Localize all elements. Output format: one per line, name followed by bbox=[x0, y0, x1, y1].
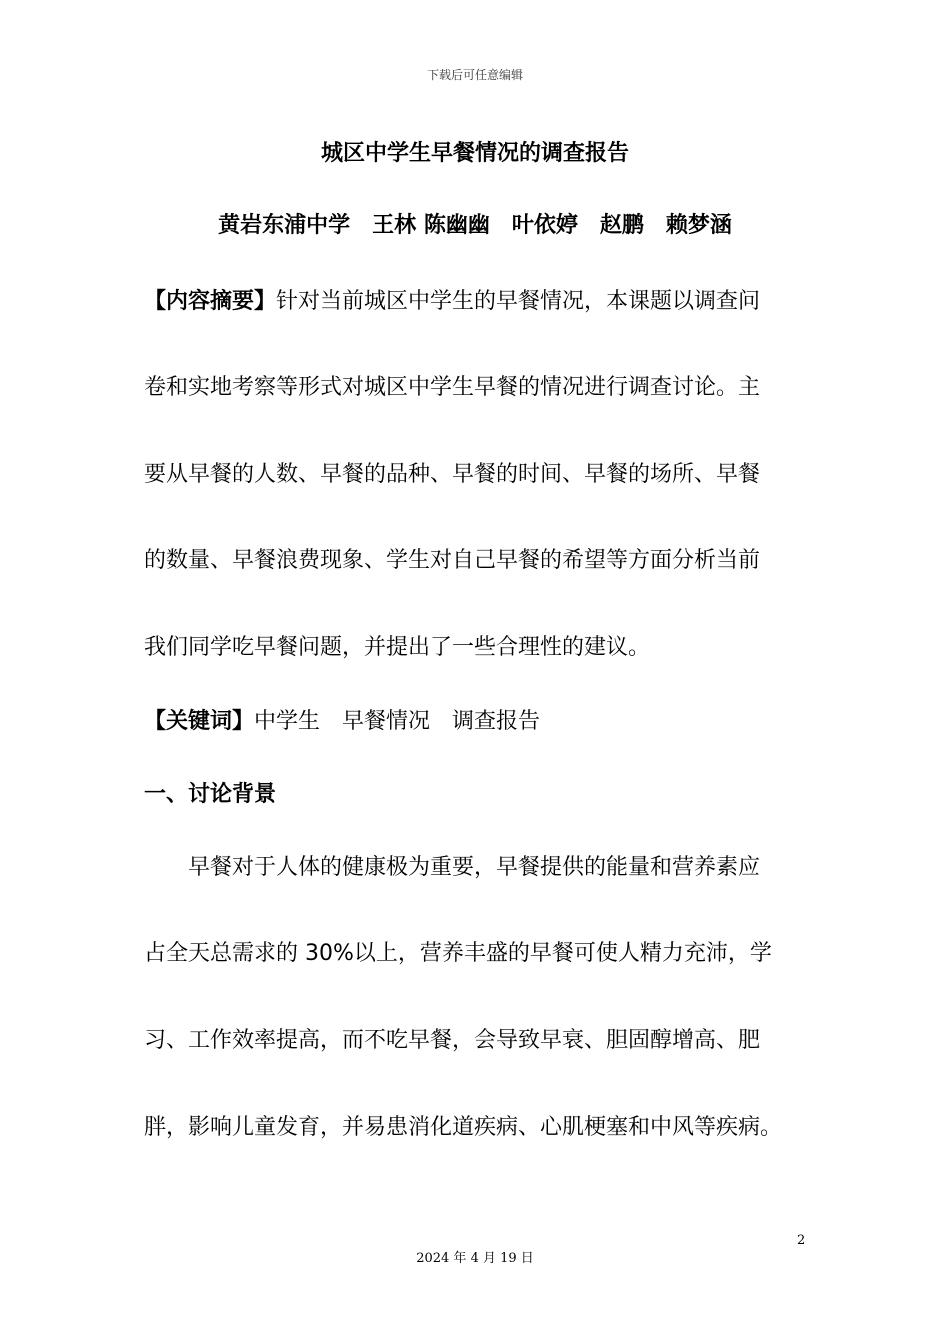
keywords-label: 【关键词】 bbox=[144, 709, 255, 734]
page-number: 2 bbox=[797, 1233, 806, 1248]
section-paragraph-line-4: 胖，影响儿童发育，并易患消化道疾病、心肌梗塞和中风等疾病。 bbox=[144, 1115, 783, 1140]
abstract-line-2: 卷和实地考察等形式对城区中学生早餐的情况进行调查讨论。主 bbox=[144, 375, 761, 400]
abstract-line-5: 我们同学吃早餐问题，并提出了一些合理性的建议。 bbox=[144, 635, 651, 660]
abstract-label: 【内容摘要】 bbox=[144, 289, 277, 314]
section-paragraph-line-2: 占全天总需求的 30%以上，营养丰盛的早餐可使人精力充沛，学 bbox=[144, 941, 772, 966]
footer-date: 2024 年 4 月 19 日 bbox=[416, 1251, 534, 1266]
abstract-line-3: 要从早餐的人数、早餐的品种、早餐的时间、早餐的场所、早餐 bbox=[144, 462, 761, 487]
abstract-line-1 bbox=[144, 284, 814, 315]
header-note: 下载后可任意编辑 bbox=[426, 68, 523, 82]
abstract-line-4: 的数量、早餐浪费现象、学生对自己早餐的希望等方面分析当前 bbox=[144, 548, 761, 573]
keywords-line bbox=[144, 704, 814, 735]
abstract-text-1: 针对当前城区中学生的早餐情况，本课题以调查问 bbox=[276, 289, 761, 314]
authors-line: 黄岩东浦中学 王林 陈幽幽 叶依婷 赵鹏 赖梦涵 bbox=[218, 213, 732, 238]
section-paragraph-line-3: 习、工作效率提高，而不吃早餐，会导致早衰、胆固醇增高、肥 bbox=[144, 1028, 761, 1053]
section-heading-background: 一、讨论背景 bbox=[144, 782, 277, 807]
section-paragraph-line-1: 早餐对于人体的健康极为重要，早餐提供的能量和营养素应 bbox=[144, 855, 761, 880]
document-title: 城区中学生早餐情况的调查报告 bbox=[320, 141, 629, 166]
keywords-text: 中学生 早餐情况 调查报告 bbox=[254, 709, 541, 734]
